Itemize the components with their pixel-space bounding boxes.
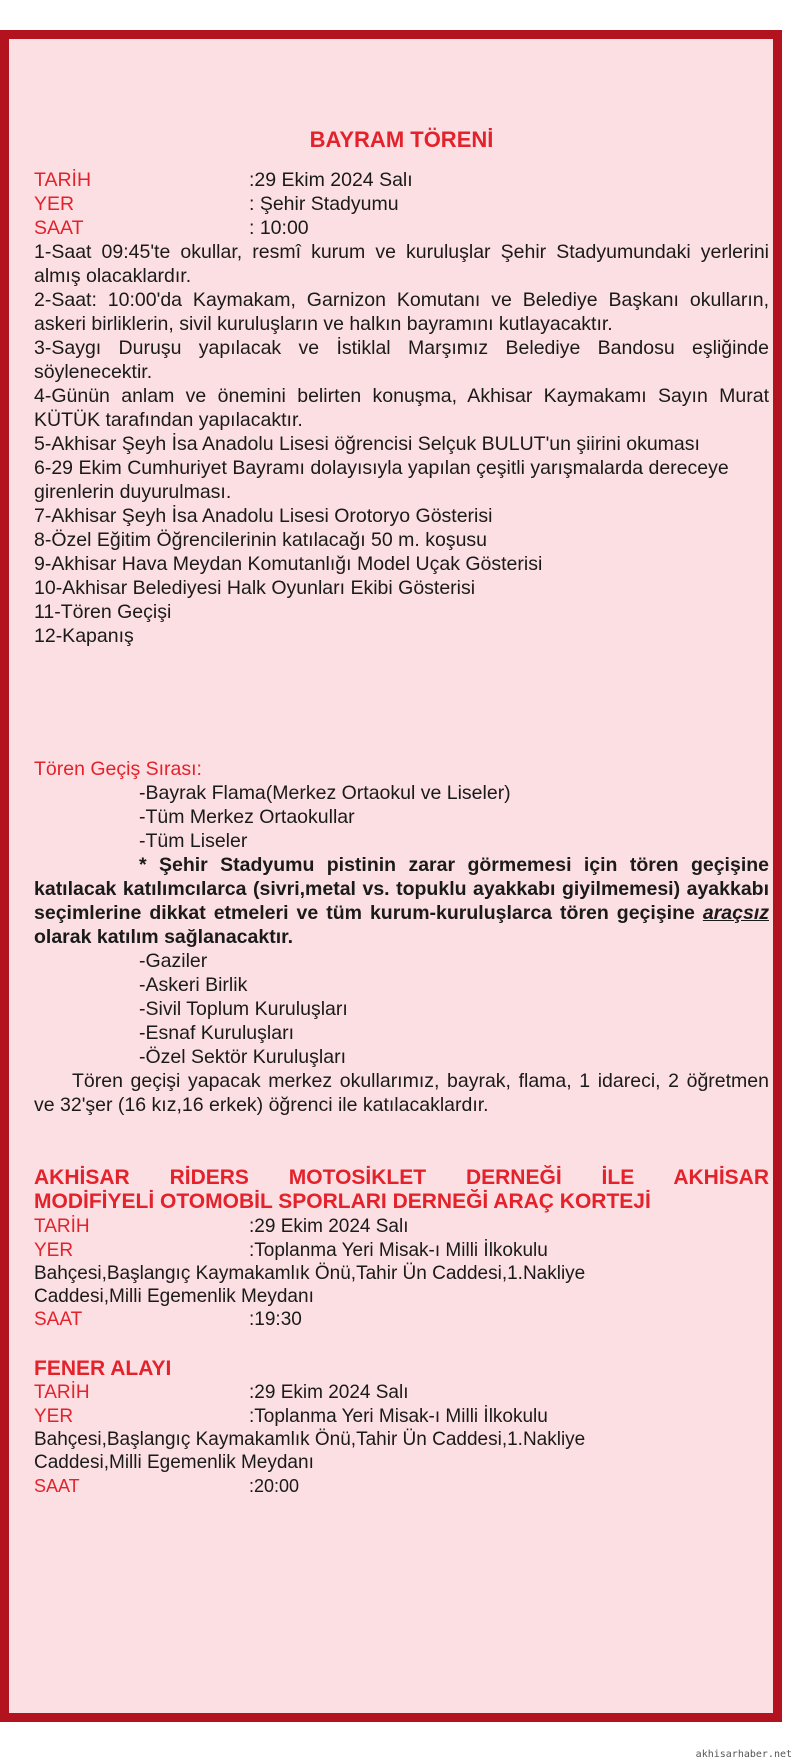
info-value: :Toplanma Yeri Misak-ı Milli İlkokulu	[249, 1406, 548, 1427]
fener-heading: FENER ALAYI	[34, 1357, 172, 1380]
korte-heading	[34, 1166, 769, 1214]
program-item: 12-Kapanış	[34, 625, 134, 647]
program-item: 7-Akhisar Şeyh İsa Anadolu Lisesi Orotoryo Gösterisi	[34, 505, 493, 527]
info-value: :29 Ekim 2024 Salı	[249, 1216, 409, 1237]
korte-yer-cont: Caddesi,Milli Egemenlik Meydanı	[34, 1286, 314, 1307]
program-item: 1-Saat 09:45'te okullar, resmî kurum ve kuruluşlar Şehir Stadyumundaki yerlerini almış olacaklardır.	[34, 241, 769, 287]
info-value: :19:30	[249, 1309, 302, 1330]
korte-heading-line1: AKHİSAR RİDERS MOTOSİKLET DERNEĞİ İLE AKHİSAR	[34, 1166, 769, 1189]
info-label: YER	[34, 1240, 74, 1261]
program-item: 8-Özel Eğitim Öğrencilerinin katılacağı 50 m. koşusu	[34, 529, 488, 551]
fener-yer-cont: Bahçesi,Başlangıç Kaymakamlık Önü,Tahir Ün Caddesi,1.Nakliye	[34, 1429, 586, 1450]
procession-heading: Tören Geçiş Sırası:	[34, 758, 202, 780]
info-label: TARİH	[34, 169, 92, 191]
procession-item: -Gaziler	[139, 950, 208, 972]
procession-closing: Tören geçişi yapacak merkez okullarımız, bayrak, flama, 1 idareci, 2 öğretmen ve 32'şer (16 kız,16 erkek) öğrenci ile katılacaklardır.	[34, 1070, 769, 1116]
note-text-end: olarak katılım sağlanacaktır.	[34, 926, 294, 948]
info-value: : 10:00	[249, 217, 309, 239]
page-title: BAYRAM TÖRENİ	[309, 127, 494, 152]
info-value: :29 Ekim 2024 Salı	[249, 1382, 409, 1403]
document-frame	[0, 30, 782, 1722]
procession-item: -Özel Sektör Kuruluşları	[139, 1046, 346, 1068]
procession-item: -Tüm Liseler	[139, 830, 248, 852]
info-value: : Şehir Stadyumu	[249, 193, 399, 215]
procession-item: -Askeri Birlik	[139, 974, 248, 996]
info-value: :Toplanma Yeri Misak-ı Milli İlkokulu	[249, 1240, 548, 1261]
info-value: :29 Ekim 2024 Salı	[249, 169, 413, 191]
fener-yer-cont: Caddesi,Milli Egemenlik Meydanı	[34, 1452, 314, 1473]
note-text: * Şehir Stadyumu pistinin zarar görmemesi için tören geçişine katılacak katılımcılarca (sivri,metal vs. topuklu ayakkabı giyilmemesi) ayakkabı seçimlerine dikkat etmeleri ve tüm kurum-kuruluşlarca tören geçişine	[34, 854, 769, 924]
program-item: 6-29 Ekim Cumhuriyet Bayramı dolayısıyla yapılan çeşitli yarışmalarda dereceye girenlerin duyurulması.	[34, 457, 729, 503]
procession-item: -Tüm Merkez Ortaokullar	[139, 806, 355, 828]
watermark: akhisarhaber.net	[695, 1749, 792, 1760]
info-label: TARİH	[34, 1382, 90, 1403]
procession-item: -Esnaf Kuruluşları	[139, 1022, 294, 1044]
info-label: YER	[34, 1406, 74, 1427]
program-item: 4-Günün anlam ve önemini belirten konuşma, Akhisar Kaymakamı Sayın Murat KÜTÜK tarafından yapılacaktır.	[34, 385, 769, 431]
program-item: 9-Akhisar Hava Meydan Komutanlığı Model Uçak Gösterisi	[34, 553, 543, 575]
info-label: SAAT	[34, 1476, 80, 1496]
program-item: 11-Tören Geçişi	[34, 601, 172, 623]
procession-item: -Sivil Toplum Kuruluşları	[139, 998, 348, 1020]
program-item: 10-Akhisar Belediyesi Halk Oyunları Ekibi Gösterisi	[34, 577, 476, 599]
procession-item: -Bayrak Flama(Merkez Ortaokul ve Liseler)	[139, 782, 511, 804]
note-emphasis: araçsız	[702, 902, 769, 924]
procession-section	[34, 757, 769, 1117]
info-label: SAAT	[34, 217, 84, 239]
korte-heading-line2: MODİFİYELİ OTOMOBİL SPORLARI DERNEĞİ ARAÇ KORTEJİ	[34, 1190, 651, 1213]
info-label: TARİH	[34, 1216, 90, 1237]
program-list	[34, 240, 769, 648]
info-value: :20:00	[249, 1476, 300, 1496]
procession-note	[34, 853, 769, 949]
korte-yer-cont: Bahçesi,Başlangıç Kaymakamlık Önü,Tahir Ün Caddesi,1.Nakliye	[34, 1263, 586, 1284]
info-label: YER	[34, 193, 75, 215]
info-label: SAAT	[34, 1309, 83, 1330]
program-item: 3-Saygı Duruşu yapılacak ve İstiklal Marşımız Belediye Bandosu eşliğinde söylenecektir.	[34, 337, 769, 383]
program-item: 5-Akhisar Şeyh İsa Anadolu Lisesi öğrencisi Selçuk BULUT'un şiirini okuması	[34, 433, 700, 455]
program-item: 2-Saat: 10:00'da Kaymakam, Garnizon Komutanı ve Belediye Başkanı okulların, askeri birliklerin, sivil kuruluşların ve halkın bayramını kutlayacaktır.	[34, 289, 769, 335]
